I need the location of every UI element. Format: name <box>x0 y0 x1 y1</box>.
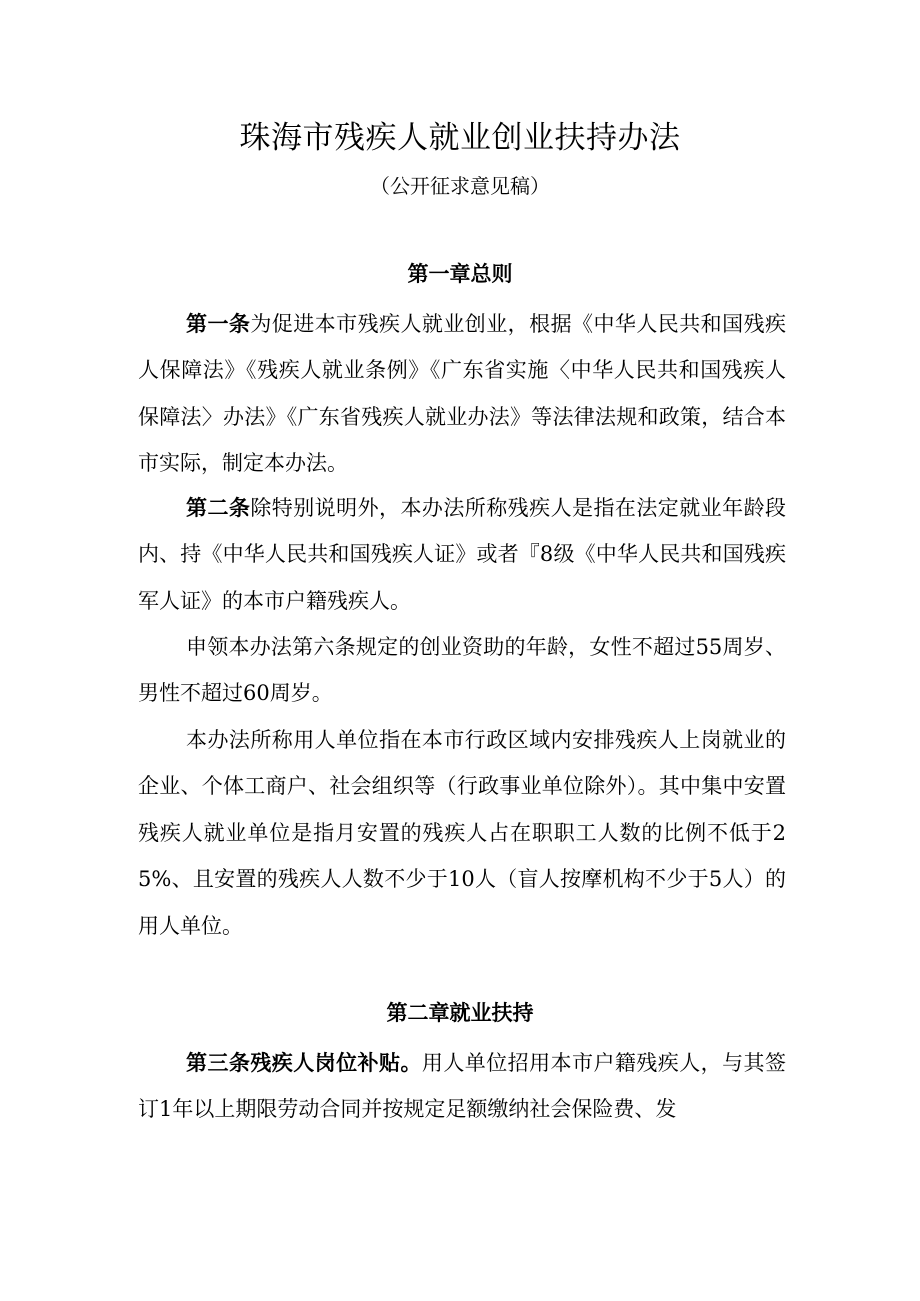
age-limit-paragraph <box>138 624 786 717</box>
document-title: 珠海市残疾人就业创业扶持办法 <box>239 120 681 156</box>
chapter-heading-1: 第一章总则 <box>407 262 513 286</box>
article-2-label: 第二条 <box>186 496 251 520</box>
chapter-heading-2: 第二章就业扶持 <box>386 1001 534 1025</box>
article-1-label: 第一条 <box>186 312 251 336</box>
article-3-label: 第三条残疾人岗位补贴。 <box>186 1051 422 1075</box>
article-3-text: 用人单位招用本市户籍残疾人，与其签订1年以上期限劳动合同并按规定足额缴纳社会保险费、发 <box>138 1051 787 1122</box>
article-1-text: 为促进本市残疾人就业创业，根据《中华人民共和国残疾人保障法》《残疾人就业条例》《广东省实施〈中华人民共和国残疾人保障法〉办法》《广东省残疾人就业办法》等法律法规和政策，结合本市实际，制定本办法。 <box>138 312 787 476</box>
employer-definition-text: 本办法所称用人单位指在本市行政区域内安排残疾人上岗就业的企业、个体工商户、社会组织等（行政事业单位除外）。其中集中安置残疾人就业单位是指月安置的残疾人占在职职工人数的比例不低于25%、且安置的残疾人人数不少于10人（盲人按摩机构不少于5人）的用人单位。 <box>138 728 786 938</box>
article-3-paragraph <box>138 1040 786 1133</box>
article-1-paragraph <box>138 301 786 487</box>
employer-definition-paragraph <box>138 717 786 949</box>
article-2-text: 除特别说明外，本办法所称残疾人是指在法定就业年龄段内、持《中华人民共和国残疾人证》或者『8级《中华人民共和国残疾军人证》的本市户籍残疾人。 <box>138 496 787 613</box>
age-limit-text: 申领本办法第六条规定的创业资助的年龄，女性不超过55周岁、男性不超过60周岁。 <box>138 635 786 706</box>
article-2-paragraph <box>138 485 786 624</box>
document-subtitle: （公开征求意见稿） <box>370 174 550 198</box>
